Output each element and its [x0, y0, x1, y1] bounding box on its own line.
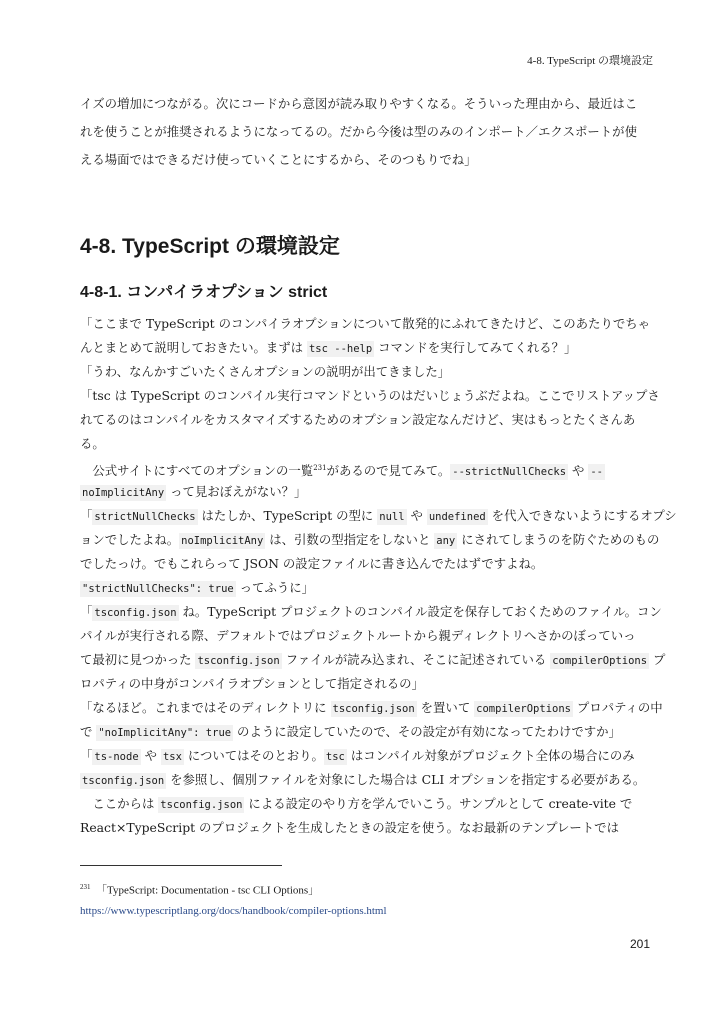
- text-line: [80, 745, 660, 769]
- inline-code: compilerOptions: [552, 655, 648, 667]
- text-span: や: [406, 508, 427, 523]
- text-span: を置いて: [416, 700, 475, 715]
- text-span: プロパティの中: [572, 700, 663, 715]
- text-span: 「うわ、なんかすごいたくさんオプションの説明が出てきました」: [80, 364, 451, 379]
- body-text: [80, 313, 677, 841]
- text-span: があるので見てみて。: [326, 463, 451, 479]
- text-span: コマンドを実行してみてくれる？」: [374, 340, 577, 355]
- text-line: [80, 601, 660, 625]
- text-span: はたしか、TypeScript の型に: [197, 508, 378, 523]
- inline-code: "strictNullChecks": true: [82, 583, 234, 595]
- text-line: [80, 649, 666, 673]
- text-line: [80, 769, 660, 793]
- text-span: や: [140, 748, 161, 763]
- text-span: る。: [80, 436, 105, 451]
- text-line: [80, 313, 660, 337]
- text-line: [80, 385, 660, 409]
- inline-code: tsconfig.json: [82, 775, 165, 787]
- text-span: ョンでしたよね。: [80, 532, 180, 547]
- inline-code: tsc --help: [308, 343, 373, 355]
- footnote: [80, 877, 387, 921]
- text-span: 公式サイトにすべてのオプションの一覧: [80, 463, 314, 479]
- text-span: はコンパイル対象がプロジェクト全体の場合にのみ: [346, 748, 635, 763]
- inline-code: noImplicitAny: [82, 487, 165, 499]
- text-line: [80, 149, 660, 177]
- inline-code: ts-node: [94, 751, 139, 763]
- text-span: れてるのはコンパイルをカスタマイズするためのオプション設定なんだけど、実はもっとたくさんあ: [80, 412, 636, 427]
- text-line: [80, 793, 660, 817]
- text-line: [80, 361, 660, 385]
- text-line: [80, 553, 660, 577]
- text-line: [80, 337, 660, 361]
- running-header: 4-8. TypeScript の環境設定: [527, 55, 653, 67]
- text-span: ファイルが読み込まれ、そこに記述されている: [281, 652, 551, 667]
- inline-code: "noImplicitAny": true: [98, 727, 232, 739]
- text-span: って見おぼえがない？」: [166, 484, 307, 499]
- text-line: [80, 457, 660, 481]
- text-line: [80, 817, 660, 841]
- inline-code: tsconfig.json: [197, 655, 280, 667]
- inline-code: noImplicitAny: [181, 535, 264, 547]
- text-span: で: [80, 724, 97, 739]
- text-line: [80, 93, 660, 121]
- text-line: [80, 673, 660, 697]
- text-span: パイルが実行される際、デフォルトではプロジェクトルートから親ディレクトリへさかのぼっていっ: [80, 628, 636, 643]
- text-span: プ: [649, 652, 666, 667]
- text-line: [80, 529, 660, 553]
- text-span: える場面ではできるだけ使っていくことにするから、そのつもりでね」: [80, 152, 477, 167]
- text-span: ここからは: [80, 796, 159, 811]
- inline-code: --: [590, 466, 603, 479]
- text-span: 「: [80, 748, 93, 763]
- inline-code: undefined: [428, 511, 486, 523]
- text-span: についてはそのとおり。: [183, 748, 324, 763]
- text-line: [80, 481, 660, 505]
- text-span: 「tsc は TypeScript のコンパイル実行コマンドというのはだいじょうぶだよね。ここでリストアップさ: [80, 388, 660, 403]
- text-span: React×TypeScript のプロジェクトを生成したときの設定を使う。なお最新のテンプレートでは: [80, 820, 619, 835]
- inline-code: --strictNullChecks: [452, 466, 567, 479]
- footnote-divider: [80, 865, 282, 866]
- text-span: れを使うことが推奨されるようになってるの。だから今後は型のみのインポート／エクスポートが使: [80, 124, 637, 139]
- text-span: による設定のやり方を学んでいこう。サンプルとして create-vite で: [244, 796, 633, 811]
- text-span: て最初に見つかった: [80, 652, 196, 667]
- text-line: [80, 697, 663, 721]
- footnote-number: 231: [80, 883, 91, 891]
- text-span: にされてしまうのを防ぐためのもの: [457, 532, 660, 547]
- footnote-ref[interactable]: 231: [313, 464, 327, 472]
- text-span: 「ここまで TypeScript のコンパイラオプションについて散発的にふれてきたけど、このあたりでちゃ: [80, 316, 651, 331]
- text-line: [80, 433, 660, 457]
- inline-code: null: [379, 511, 405, 523]
- text-span: を参照し、個別ファイルを対象にした場合は CLI オプションを指定する必要がある。: [166, 772, 646, 787]
- text-line: [80, 721, 660, 745]
- text-span: のように設定していたので、その設定が有効になってたわけですか」: [233, 724, 621, 739]
- inline-code: tsc: [325, 751, 345, 763]
- footnote-title: 「TypeScript: Documentation - tsc CLI Options」: [96, 884, 320, 897]
- text-span: ってふうに」: [235, 580, 315, 595]
- intro-paragraph: [80, 93, 660, 177]
- inline-code: tsconfig.json: [160, 799, 243, 811]
- inline-code: any: [436, 535, 456, 547]
- subsection-title: 4-8-1. コンパイラオプション strict: [80, 284, 328, 301]
- text-span: 「: [80, 604, 93, 619]
- inline-code: tsx: [162, 751, 182, 763]
- inline-code: strictNullChecks: [94, 511, 196, 523]
- text-span: でしたっけ。でもこれらって JSON の設定ファイルに書き込んでたはずですよね。: [80, 556, 544, 571]
- inline-code: tsconfig.json: [94, 607, 177, 619]
- text-span: 「なるほど。これまではそのディレクトリに: [80, 700, 331, 715]
- text-span: や: [568, 463, 589, 479]
- text-line: [80, 577, 660, 601]
- text-span: ね。TypeScript プロジェクトのコンパイル設定を保存しておくためのファイル。コン: [178, 604, 662, 619]
- page-number: 201: [629, 937, 650, 951]
- text-line: [80, 625, 660, 649]
- text-span: んとまとめて説明しておきたい。まずは: [80, 340, 307, 355]
- footnote-link[interactable]: https://www.typescriptlang.org/docs/handbook/compiler-options.html: [80, 904, 387, 917]
- inline-code: tsconfig.json: [332, 703, 415, 715]
- text-span: イズの増加につながる。次にコードから意図が読み取りやすくなる。そういった理由から、最近はこ: [80, 96, 638, 111]
- text-span: ロパティの中身がコンパイラオプションとして指定されるの」: [80, 676, 424, 691]
- inline-code: compilerOptions: [476, 703, 571, 715]
- text-span: を代入できないようにするオプシ: [487, 508, 677, 523]
- text-span: は、引数の型指定をしないと: [265, 532, 435, 547]
- text-line: [80, 409, 660, 433]
- text-line: [80, 121, 660, 149]
- text-span: 「: [80, 508, 93, 523]
- text-line: [80, 505, 677, 529]
- section-title: 4-8. TypeScript の環境設定: [80, 235, 340, 258]
